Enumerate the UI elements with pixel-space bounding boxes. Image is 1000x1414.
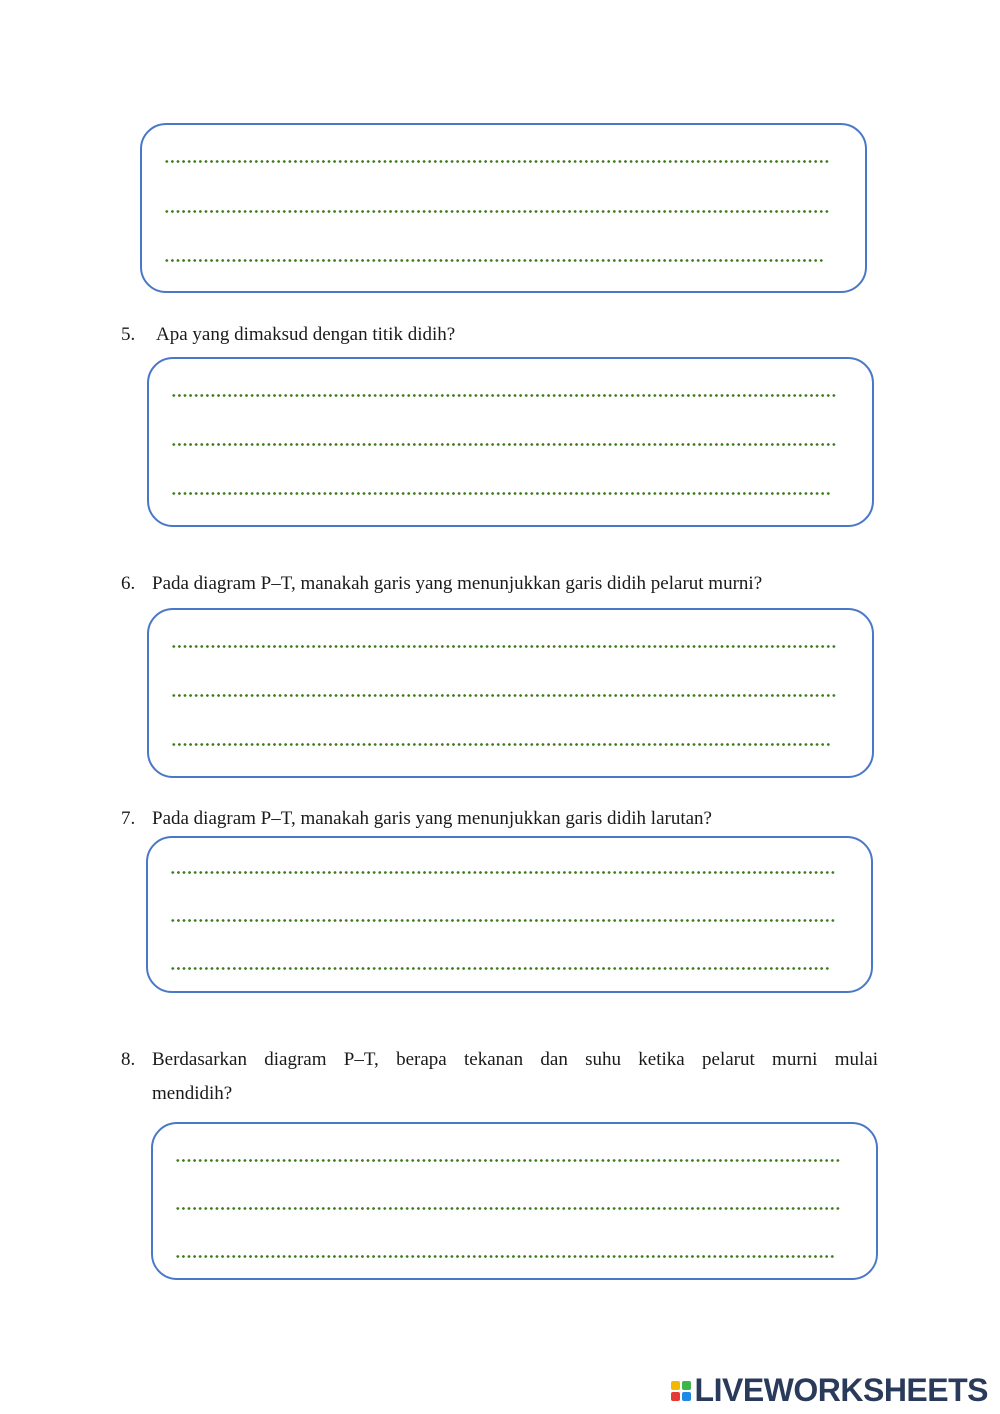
question-number: 6. (121, 573, 136, 594)
liveworksheets-icon (671, 1381, 691, 1401)
answer-line[interactable] (164, 259, 823, 262)
question-8 (121, 1043, 878, 1113)
question-text-line-1: Berdasarkan diagram P–T, berapa tekanan dan suhu ketika pelarut murni mulai (152, 1049, 878, 1070)
question-text-line-2: mendidih? (152, 1083, 233, 1104)
answer-line[interactable] (175, 1207, 840, 1210)
answer-line[interactable] (170, 871, 835, 874)
answer-line[interactable] (164, 210, 829, 213)
answer-line[interactable] (171, 645, 836, 648)
answer-box-q8[interactable] (151, 1122, 878, 1280)
question-text: Apa yang dimaksud dengan titik didih? (156, 324, 456, 345)
answer-line[interactable] (171, 394, 836, 397)
question-7 (121, 802, 881, 836)
answer-line[interactable] (171, 743, 830, 746)
answer-line[interactable] (170, 967, 829, 970)
question-5 (121, 318, 881, 352)
question-6 (121, 567, 881, 601)
question-number: 7. (121, 808, 136, 829)
answer-line[interactable] (175, 1255, 834, 1258)
logo-text: LIVEWORKSHEETS (694, 1372, 988, 1408)
answer-line[interactable] (170, 919, 835, 922)
answer-line[interactable] (175, 1159, 840, 1162)
answer-line[interactable] (171, 694, 836, 697)
answer-line[interactable] (171, 492, 830, 495)
question-text: Pada diagram P–T, manakah garis yang menunjukkan garis didih larutan? (152, 808, 712, 829)
answer-line[interactable] (164, 160, 829, 163)
question-number: 5. (121, 324, 136, 345)
answer-box-q4[interactable] (140, 123, 867, 293)
answer-box-q6[interactable] (147, 608, 874, 778)
question-number: 8. (121, 1049, 136, 1070)
liveworksheets-logo (671, 1372, 988, 1409)
answer-box-q7[interactable] (146, 836, 873, 993)
answer-box-q5[interactable] (147, 357, 874, 527)
answer-line[interactable] (171, 443, 836, 446)
question-text: Pada diagram P–T, manakah garis yang menunjukkan garis didih pelarut murni? (152, 573, 763, 594)
